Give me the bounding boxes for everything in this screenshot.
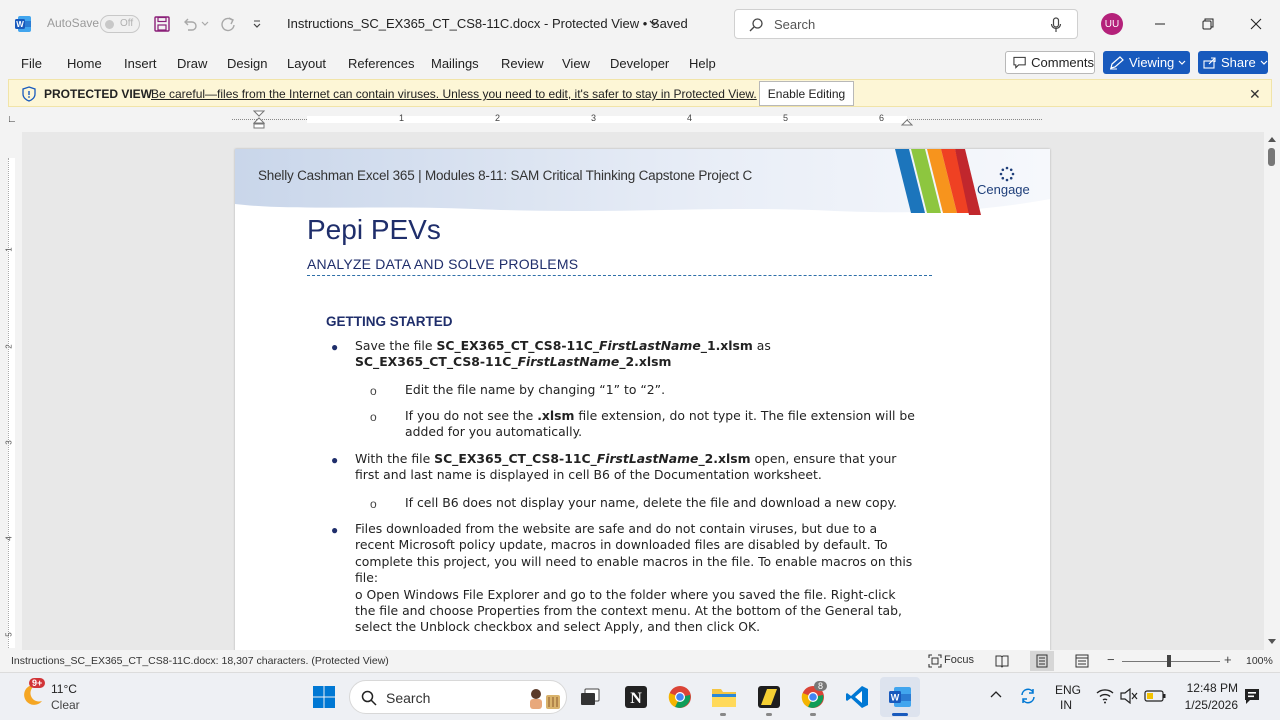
print-layout-icon[interactable] (1035, 654, 1049, 668)
bullet-macros-info: Files downloaded from the website are safe and do not contain viruses, but due to a recent Microsoft policy update, macros in downloaded files are disabled by default. To complete this project, you will need to enable macros in the file. To enable macros on this file: o Open Windows File Explorer and go to the folder where you saved the file. Right-click the file and choose Properties from the context menu. At the bottom of the General tab, select the Unblock checkbox and select Apply, and then click OK. (355, 521, 913, 635)
sub-bullet-marker: o (370, 410, 377, 424)
subtitle-divider (307, 275, 932, 276)
indent-marker-icon[interactable] (253, 110, 265, 130)
search-icon (748, 17, 764, 33)
banner-course-title: Shelly Cashman Excel 365 | Modules 8-11: SAM Critical Thinking Capstone Project C (258, 168, 753, 183)
bullet-ensure-name: With the file SC_EX365_CT_CS8-11C_FirstLastName_2.xlsm open, ensure that your first and last name is displayed in cell B6 of the Documentation worksheet. (355, 451, 897, 483)
language-indicator[interactable]: ENG (1055, 683, 1082, 697)
notion-icon[interactable] (620, 681, 652, 713)
document-subtitle: ANALYZE DATA AND SOLVE PROBLEMS (307, 256, 579, 272)
zoom-out-icon[interactable]: − (1107, 652, 1115, 667)
shield-icon (21, 86, 37, 102)
redo-icon[interactable] (218, 14, 238, 34)
document-stats: Instructions_SC_EX365_CT_CS8-11C.docx: 18,307 characters. (Protected View) (11, 655, 389, 667)
sub-bullet-extension: If you do not see the .xlsm file extension, do not type it. The file extension will be added for you automatically. (405, 408, 915, 440)
autosave-state: Off (120, 18, 134, 29)
weather-temperature[interactable]: 11°C (51, 682, 77, 696)
share-chevron-down-icon (1260, 60, 1268, 66)
tab-home[interactable]: Home (67, 56, 102, 71)
bullet-marker: ● (331, 453, 339, 467)
wifi-icon[interactable] (1096, 688, 1114, 704)
read-mode-icon[interactable] (995, 654, 1009, 668)
banner-background (235, 149, 1050, 219)
cengage-logo-icon (999, 166, 1015, 182)
document-title: Pepi PEVs (307, 214, 441, 245)
web-layout-icon[interactable] (1075, 654, 1089, 668)
customize-toolbar-icon[interactable] (247, 14, 267, 34)
weather-description[interactable]: Clear (51, 698, 80, 712)
svg-text:W: W (890, 692, 900, 703)
ruler-number: 3 (591, 113, 597, 123)
microphone-icon[interactable] (1050, 17, 1062, 33)
word-app-icon (14, 15, 32, 33)
bullet-save-file: Save the file SC_EX365_CT_CS8-11C_FirstLastName_1.xlsm as SC_EX365_CT_CS8-11C_FirstLastName_2.xlsm (355, 338, 771, 370)
vertical-ruler-number: 4 (4, 536, 14, 541)
avatar[interactable]: UU (1101, 13, 1123, 35)
horizontal-ruler (0, 110, 1280, 130)
tab-review[interactable]: Review (501, 56, 544, 71)
vertical-ruler-number: 3 (4, 440, 14, 445)
minimize-icon[interactable] (1150, 14, 1170, 34)
title-bar (0, 0, 1280, 48)
viewing-mode-button[interactable] (1103, 51, 1190, 74)
tab-mailings[interactable]: Mailings (431, 56, 479, 71)
status-bar (0, 650, 1280, 672)
vertical-ruler-number: 2 (4, 344, 14, 349)
svg-text:N: N (630, 690, 642, 707)
terminal-app-icon[interactable] (753, 681, 785, 713)
svg-text:W: W (16, 20, 24, 29)
document-title[interactable]: Instructions_SC_EX365_CT_CS8-11C.docx - Protected View • Saved (287, 16, 688, 31)
language-region[interactable]: IN (1060, 698, 1072, 712)
cengage-brand: Cengage (977, 182, 1030, 197)
protected-view-bar (8, 79, 1272, 107)
clock-time: 12:48 PM (1186, 681, 1238, 695)
close-icon[interactable] (1246, 14, 1266, 34)
ruler-number: 2 (495, 113, 501, 123)
restore-icon[interactable] (1198, 14, 1218, 34)
vertical-ruler (0, 150, 22, 650)
zoom-in-icon[interactable]: + (1224, 652, 1232, 667)
right-indent-marker-icon[interactable] (901, 118, 913, 126)
tab-file[interactable]: File (21, 56, 42, 71)
taskbar-search-icon (361, 690, 377, 706)
comments-button[interactable] (1005, 51, 1095, 74)
autosave-label: AutoSave (47, 16, 100, 30)
zoom-slider-thumb[interactable] (1167, 655, 1171, 667)
comment-icon (1013, 56, 1026, 69)
focus-icon[interactable] (928, 654, 942, 668)
ruler-number: 5 (783, 113, 789, 123)
vertical-ruler-number: 1 (4, 247, 14, 252)
windows-start-icon[interactable] (312, 685, 336, 709)
ruler-number: 6 (879, 113, 885, 123)
header-banner (235, 149, 1050, 213)
clock-date: 1/25/2026 (1184, 698, 1238, 712)
task-view-icon[interactable] (574, 681, 606, 713)
protected-view-title: PROTECTED VIEW (44, 87, 153, 101)
battery-icon[interactable] (1144, 690, 1166, 702)
document-page[interactable] (235, 149, 1050, 650)
share-icon (1203, 56, 1217, 69)
tab-design[interactable]: Design (227, 56, 268, 71)
notification-icon[interactable] (1244, 688, 1260, 706)
tab-draw[interactable]: Draw (177, 56, 208, 71)
search-input[interactable] (734, 9, 1078, 39)
system-clock[interactable] (1170, 681, 1238, 712)
close-protected-view-icon[interactable]: ✕ (1249, 86, 1261, 102)
chrome-badge: 8 (814, 681, 827, 691)
taskbar-search-input[interactable] (349, 680, 567, 714)
sub-bullet-check-b6: If cell B6 does not display your name, delete the file and download a new copy. (405, 495, 897, 510)
comments-label: Comments (1031, 55, 1094, 70)
sub-bullet-edit-name: Edit the file name by changing “1” to “2”. (405, 382, 666, 397)
show-hidden-icons-icon[interactable] (990, 690, 1002, 698)
file-explorer-icon[interactable] (708, 681, 740, 713)
share-label: Share (1221, 55, 1256, 70)
enable-editing-button[interactable]: Enable Editing (759, 81, 854, 106)
autosave-toggle[interactable] (100, 15, 140, 33)
bullet-marker: ● (331, 523, 339, 537)
word-taskbar-icon[interactable] (884, 681, 916, 713)
viewing-chevron-down-icon (1178, 60, 1186, 66)
zoom-level[interactable]: 100% (1246, 655, 1273, 667)
focus-label[interactable]: Focus (944, 654, 974, 666)
sub-bullet-marker: o (370, 384, 377, 398)
search-placeholder: Search (774, 17, 816, 32)
windows-taskbar (0, 672, 1280, 720)
save-icon[interactable] (152, 14, 172, 34)
scroll-down-icon[interactable] (1267, 638, 1277, 646)
vscode-icon[interactable] (841, 681, 873, 713)
tab-help[interactable]: Help (689, 56, 716, 71)
title-chevron-down-icon[interactable] (649, 19, 659, 27)
bullet-marker: ● (331, 340, 339, 354)
taskbar-search-placeholder: Search (386, 690, 431, 706)
tab-layout[interactable]: Layout (287, 56, 327, 71)
volume-muted-icon[interactable] (1120, 688, 1138, 704)
tab-developer[interactable]: Developer (610, 56, 670, 71)
vertical-ruler-number: 5 (4, 632, 14, 637)
pen-icon (1109, 56, 1125, 70)
section-heading: GETTING STARTED (326, 314, 453, 329)
ruler-number: 4 (687, 113, 693, 123)
scrollbar-thumb[interactable] (1268, 148, 1275, 166)
share-button[interactable] (1198, 51, 1268, 74)
tab-selector-icon[interactable]: ∟ (7, 114, 17, 125)
undo-icon[interactable] (180, 14, 200, 34)
tab-insert[interactable]: Insert (124, 56, 157, 71)
sync-icon[interactable] (1019, 687, 1037, 705)
zoom-slider[interactable] (1122, 661, 1220, 662)
chrome-icon[interactable] (664, 681, 696, 713)
scroll-up-icon[interactable] (1267, 135, 1277, 143)
search-highlight-icon (524, 685, 564, 711)
tab-view[interactable]: View (562, 56, 590, 71)
viewing-label: Viewing (1129, 55, 1175, 70)
protected-view-message-link[interactable]: Be careful—files from the Internet can contain viruses. Unless you need to edit, it's safer to stay in Protected View. (151, 87, 757, 101)
vertical-scrollbar[interactable] (1264, 132, 1280, 650)
document-canvas[interactable] (22, 132, 1264, 650)
sub-bullet-marker: o (370, 497, 377, 511)
tab-references[interactable]: References (348, 56, 415, 71)
ruler-number: 1 (399, 113, 405, 123)
weather-badge: 9+ (29, 678, 45, 688)
undo-dropdown-icon[interactable] (200, 14, 210, 34)
